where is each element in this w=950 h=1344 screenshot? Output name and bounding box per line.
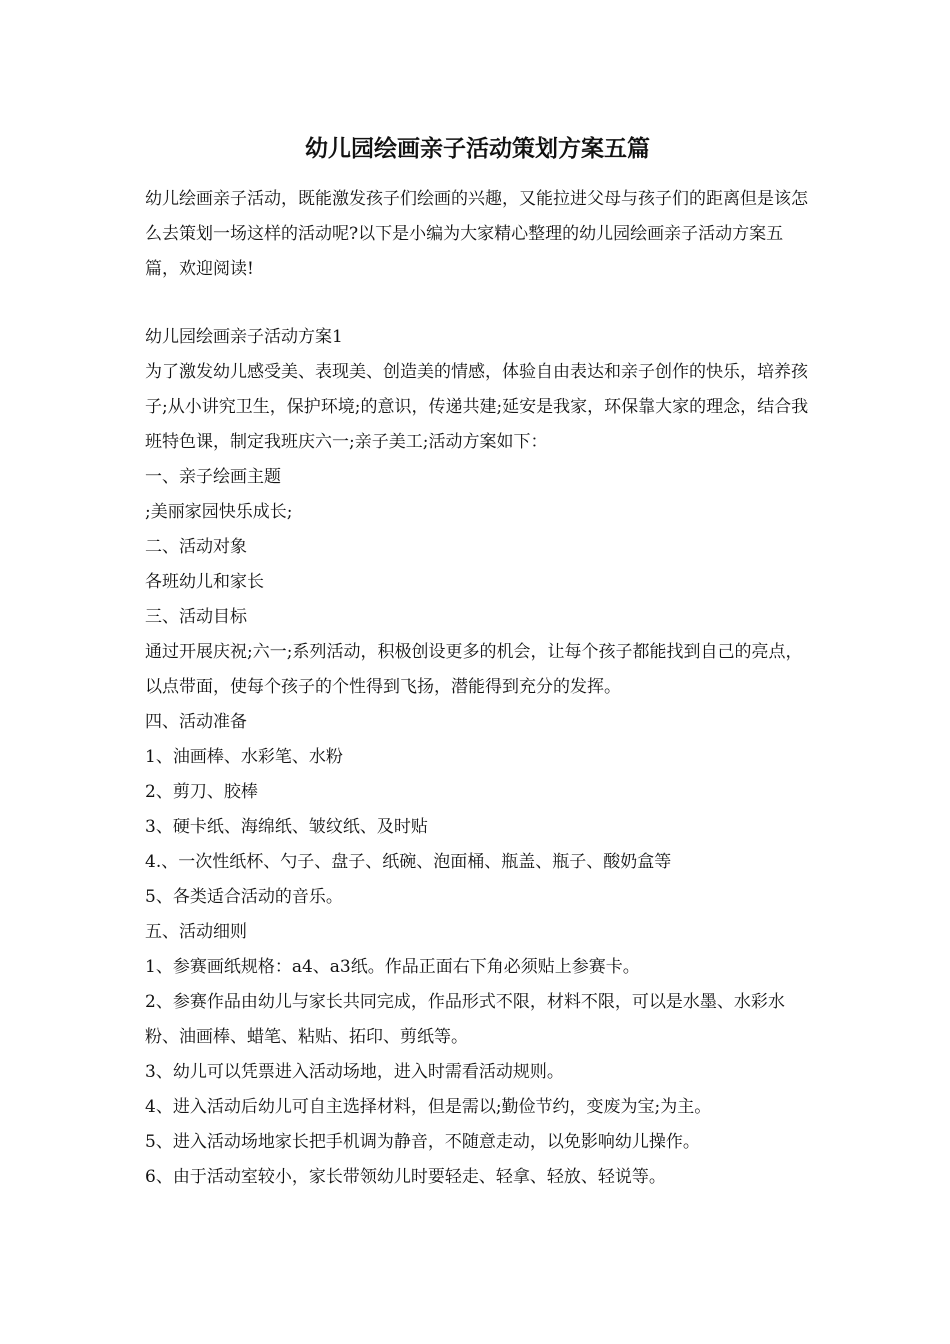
rule-item: 1、参赛画纸规格：a4、a3纸。作品正面右下角必须贴上参赛卡。 [145,957,640,977]
document-title: 幼儿园绘画亲子活动策划方案五篇 [305,135,650,162]
list-item: 三、活动目标 [145,607,247,627]
list-item: 二、活动对象 [145,537,247,557]
prep-item: 1、油画棒、水彩笔、水粉 [145,747,343,767]
prep-item: 2、剪刀、胶棒 [145,782,258,802]
rule-item: 4、进入活动后幼儿可自主选择材料，但是需以;勤俭节约，变废为宝;为主。 [145,1097,712,1117]
intro-paragraph: 幼儿绘画亲子活动，既能激发孩子们绘画的兴趣，又能拉进父母与孩子们的距离但是该怎么去策划一场这样的活动呢?以下是小编为大家精心整理的幼儿园绘画亲子活动方案五篇，欢迎阅读! [145,189,808,279]
section-paragraph: 为了激发幼儿感受美、表现美、创造美的情感，体验自由表达和亲子创作的快乐，培养孩子;从小讲究卫生，保护环境;的意识，传递共建;延安是我家，环保靠大家的理念，结合我班特色课，制定我班庆六一;亲子美工;活动方案如下： [145,362,809,452]
goal-paragraph: 通过开展庆祝;六一;系列活动，积极创设更多的机会，让每个孩子都能找到自己的亮点，以点带面，使每个孩子的个性得到飞扬，潜能得到充分的发挥。 [145,642,803,697]
prep-item: 3、硬卡纸、海绵纸、皱纹纸、及时贴 [145,817,428,837]
rule-item: 2、参赛作品由幼儿与家长共同完成，作品形式不限，材料不限，可以是水墨、水彩水粉、油画棒、蜡笔、粘贴、拓印、剪纸等。 [145,992,785,1047]
paragraph-spacer [145,287,810,320]
rule-item: 6、由于活动室较小，家长带领幼儿时要轻走、轻拿、轻放、轻说等。 [145,1167,666,1187]
list-item: 各班幼儿和家长 [145,572,264,592]
section-heading: 幼儿园绘画亲子活动方案1 [145,327,343,347]
list-item: 一、亲子绘画主题 [145,467,281,487]
rule-item: 5、进入活动场地家长把手机调为静音，不随意走动，以免影响幼儿操作。 [145,1132,700,1152]
rule-item: 3、幼儿可以凭票进入活动场地，进入时需看活动规则。 [145,1062,564,1082]
prep-item: 4.、一次性纸杯、勺子、盘子、纸碗、泡面桶、瓶盖、瓶子、酸奶盒等 [145,852,672,872]
prep-item: 5、各类适合活动的音乐。 [145,887,343,907]
prep-heading: 四、活动准备 [145,712,247,732]
rules-heading: 五、活动细则 [145,922,247,942]
list-item: ;美丽家园快乐成长; [145,502,293,522]
document-page [145,126,810,1195]
